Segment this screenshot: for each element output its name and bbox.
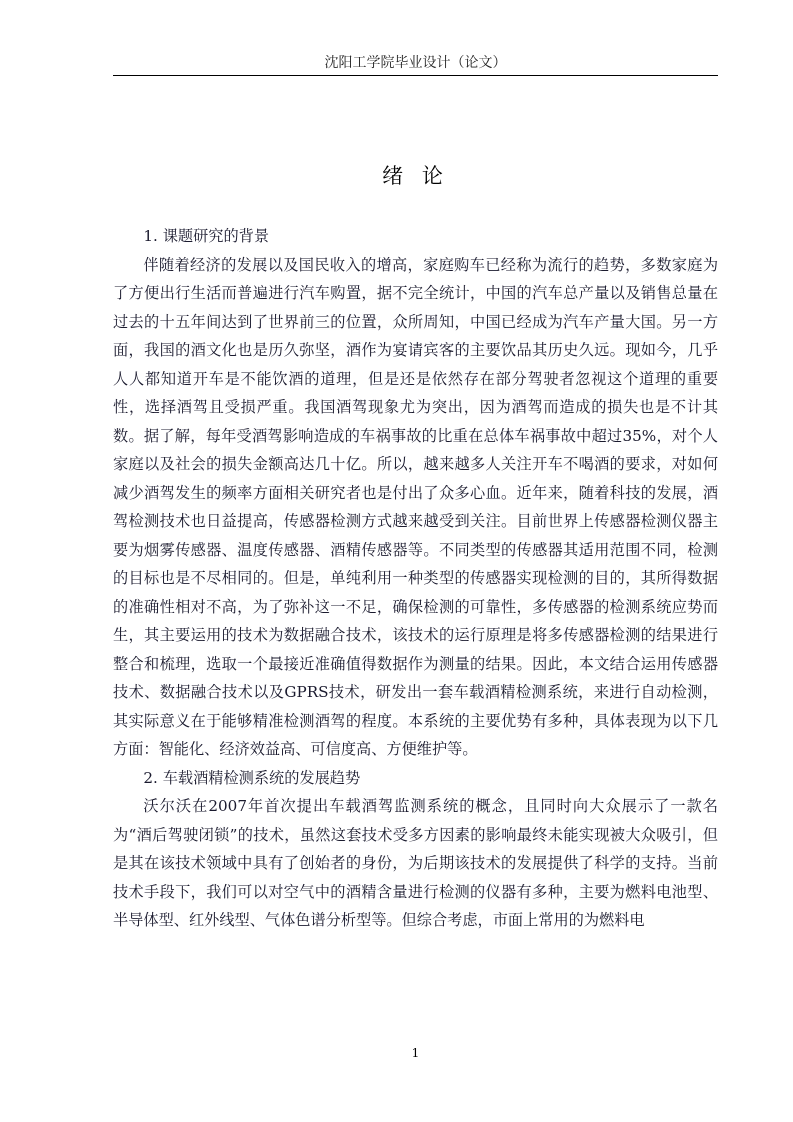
- header-divider: [113, 75, 718, 76]
- paragraph-background: 伴随着经济的发展以及国民收入的增高，家庭购车已经称为流行的趋势，多数家庭为了方便出行生活而普遍进行汽车购置，据不完全统计，中国的汽车总产量以及销售总量在过去的十五年间达到了世界前三的位置，众所周知，中国已经成为汽车产量大国。另一方面，我国的酒文化也是历久弥坚，酒作为宴请宾客的主要饮品其历史久远。现如今，几乎人人都知道开车是不能饮酒的道理，但是还是依然存在部分驾驶者忽视这个道理的重要性，选择酒驾且受损严重。我国酒驾现象尤为突出，因为酒驾而造成的损失也是不计其数。据了解，每年受酒驾影响造成的车祸事故的比重在总体车祸事故中超过35%，对个人家庭以及社会的损失金额高达几十亿。所以，越来越多人关注开车不喝酒的要求，对如何减少酒驾发生的频率方面相关研究者也是付出了众多心血。近年来，随着科技的发展，酒驾检测技术也日益提高，传感器检测方式越来越受到关注。目前世界上传感器检测仪器主要为烟雾传感器、温度传感器、酒精传感器等。不同类型的传感器其适用范围不同，检测的目标也是不尽相同的。但是，单纯利用一种类型的传感器实现检测的目的，其所得数据的准确性相对不高，为了弥补这一不足，确保检测的可靠性，多传感器的检测系统应势而生，其主要运用的技术为数据融合技术，该技术的运行原理是将多传感器检测的结果进行整合和梳理，选取一个最接近准确值得数据作为测量的结果。因此，本文结合运用传感器技术、数据融合技术以及GPRS技术，研发出一套车载酒精检测系统，来进行自动检测，其实际意义在于能够精准检测酒驾的程度。本系统的主要优势有多种，具体表现为以下几方面：智能化、经济效益高、可信度高、方便维护等。: [113, 255, 718, 758]
- document-body: [113, 222, 718, 935]
- section-heading-background: 1. 课题研究的背景: [143, 227, 270, 245]
- paragraph-trend: 沃尔沃在2007年首次提出车载酒驾监测系统的概念，且同时向大众展示了一款名为“酒后驾驶闭锁”的技术，虽然这套技术受多方因素的影响最终未能实现被大众吸引，但是其在该技术领域中具有了创始者的身份，为后期该技术的发展提供了科学的支持。当前技术手段下，我们可以对空气中的酒精含量进行检测的仪器有多种，主要为燃料电池型、半导体型、红外线型、气体色谱分析型等。但综合考虑，市面上常用的为燃料电: [113, 797, 718, 929]
- section-heading-trend: 2. 车载酒精检测系统的发展趋势: [143, 768, 361, 787]
- chapter-title: 绪 论: [382, 164, 449, 188]
- page-header: 沈阳工学院毕业设计（论文）: [324, 55, 507, 71]
- page-number: 1: [411, 1046, 420, 1060]
